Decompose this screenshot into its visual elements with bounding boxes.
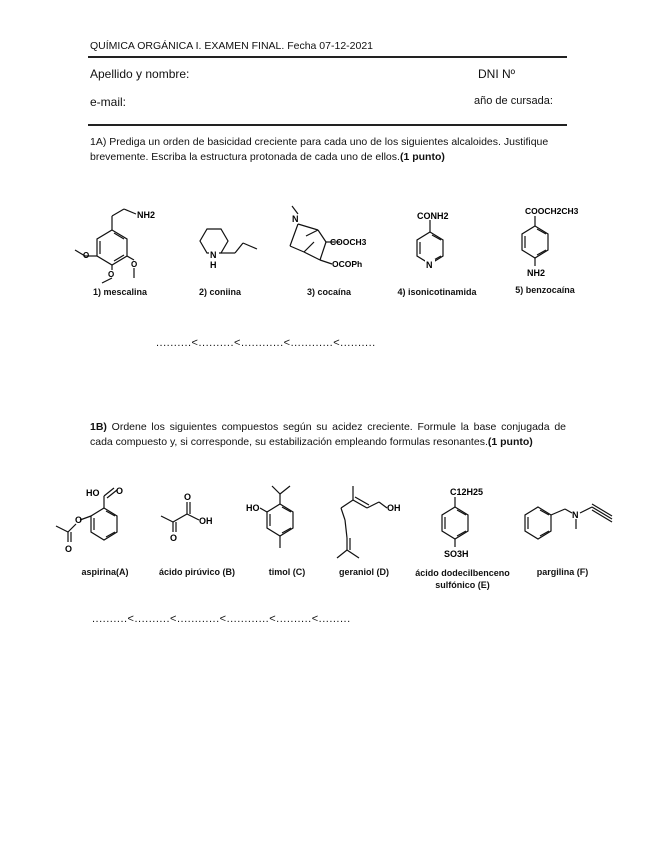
timol-ho: HO [246, 503, 260, 513]
question-1b-label: 1B) [90, 421, 107, 433]
coniina-h: H [210, 260, 217, 270]
benzocaina-nh2: NH2 [527, 268, 546, 278]
cocaina-ocoph: OCOPh [332, 259, 363, 269]
piruvico-oh: OH [199, 516, 213, 526]
cocaina-n: N [292, 214, 299, 224]
email-label: e-mail: [90, 95, 127, 109]
caption-pargilina: pargilina (F) [536, 567, 589, 577]
benzocaina-structure [505, 200, 615, 284]
mescalina-label-nh2: NH2 [137, 210, 156, 220]
aspirina-structure [48, 480, 148, 564]
geraniol-structure [325, 480, 415, 564]
isonicotinamida-n: N [426, 260, 433, 270]
caption-piruvico: ácido pirúvico (B) [158, 567, 235, 577]
aspirina-o2: O [75, 515, 83, 525]
aspirina-o1: O [116, 486, 124, 496]
caption-aspirina: aspirina(A) [81, 567, 129, 577]
caption-timol: timol (C) [268, 567, 306, 577]
question-1a-text: 1A) Prediga un orden de basicidad creciente para cada uno de los siguientes alcaloides. Justifique brevemente. Escriba la estructura protonada de cada uno de ellos. [90, 136, 549, 163]
exam-title: QUÍMICA ORGÁNICA I. EXAMEN FINAL. Fecha 07-12-2021 [90, 40, 374, 52]
dni-label: DNI Nº [478, 67, 516, 81]
isonicotinamida-structure [395, 202, 475, 282]
mescalina-o2: O [108, 270, 115, 279]
isonicotinamida-conh2: CONH2 [417, 211, 449, 221]
question-1b-points: (1 punto) [487, 436, 533, 448]
caption-isonicotinamida: 4) isonicotinamida [397, 287, 477, 297]
piruvico-o2: O [170, 533, 178, 543]
year-label: año de cursada: [474, 95, 553, 107]
mescalina-structure [60, 198, 170, 290]
question-1b-text: Ordene los siguientes compuestos según su acidez creciente. Formule la base conjugada de cada compuesto y, si corresponde, su estabilización empleando formulas resonantes. [90, 421, 566, 448]
pargilina-n: N [572, 510, 579, 520]
piruvico-o1: O [184, 492, 192, 502]
coniina-n: N [210, 250, 217, 260]
question-1a [90, 135, 566, 165]
caption-geraniol: geraniol (D) [338, 567, 389, 577]
benzocaina-cooch2ch3: COOCH2CH3 [525, 206, 579, 216]
cocaina-structure [282, 200, 392, 282]
coniina-structure [185, 215, 275, 277]
aspirina-o3: O [65, 544, 73, 554]
header-rule [88, 56, 567, 58]
name-label: Apellido y nombre: [90, 67, 190, 81]
mescalina-o3: O [131, 260, 138, 269]
aspirina-ho: HO [86, 488, 100, 498]
answer-line-1b: ..........<..........<............<............<..........<......... [92, 613, 351, 625]
question-1b [90, 420, 566, 450]
mescalina-o1: O [83, 251, 90, 260]
timol-structure [244, 480, 314, 560]
dodecilbenceno-c12h25: C12H25 [450, 487, 484, 497]
caption-coniina: 2) coniina [198, 287, 241, 297]
dodecilbenceno-so3h: SO3H [444, 549, 469, 559]
question-1a-points: (1 punto) [399, 151, 445, 163]
form-rule [88, 124, 567, 126]
piruvico-structure [155, 488, 225, 548]
answer-line-1a: ..........<..........<............<............<.......... [156, 337, 376, 349]
caption-benzocaina: 5) benzocaína [515, 285, 575, 295]
caption-mescalina: 1) mescalina [92, 287, 148, 297]
caption-cocaina: 3) cocaína [306, 287, 352, 297]
pargilina-structure [520, 495, 620, 555]
cocaina-cooch3: COOCH3 [330, 237, 367, 247]
caption-dodecilbenceno: ácido dodecilbenceno sulfónico (E) [415, 568, 510, 590]
dodecilbenceno-structure [430, 483, 510, 567]
geraniol-oh: OH [387, 503, 401, 513]
